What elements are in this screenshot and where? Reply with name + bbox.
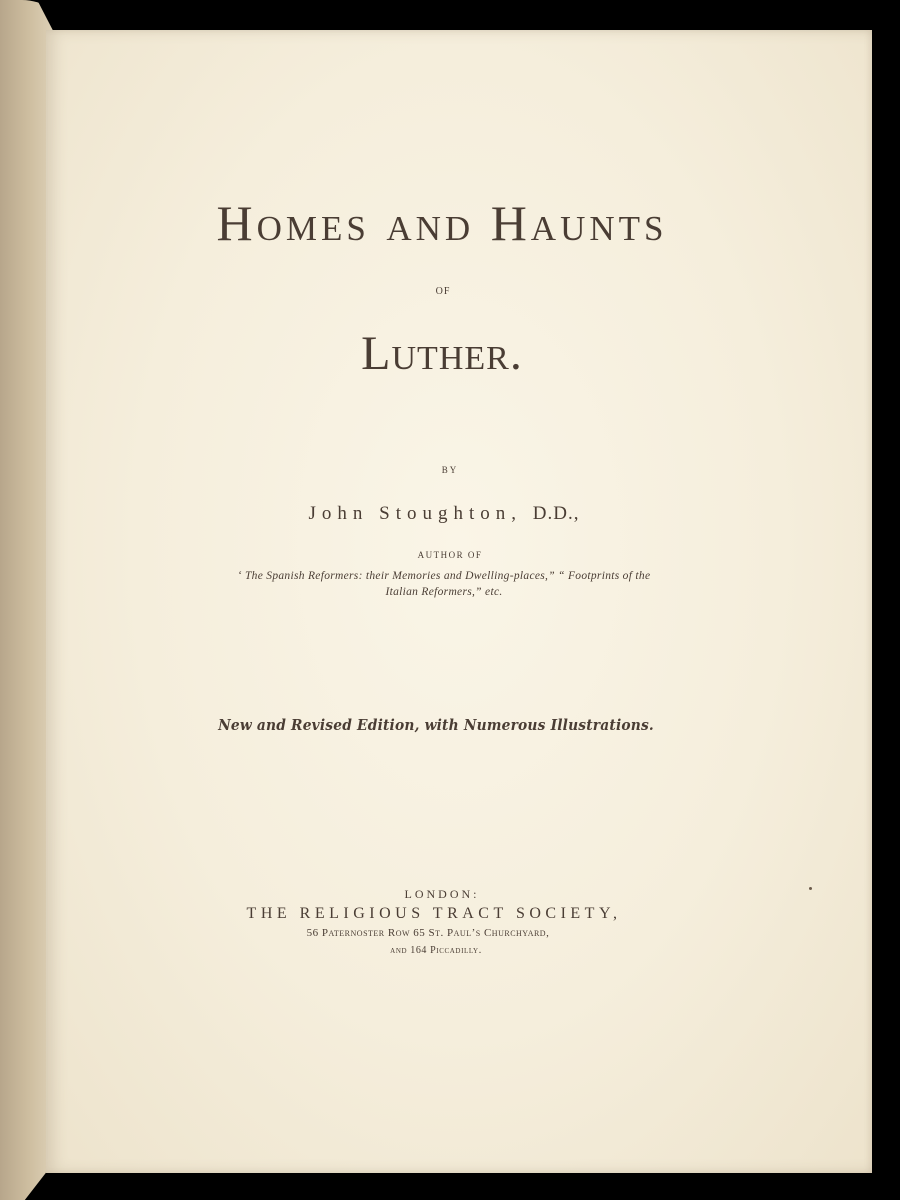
- author-line: [0, 502, 894, 526]
- edition-statement: New and Revised Edition, with Numerous Illustrations.: [218, 716, 654, 734]
- imprint-publisher: THE RELIGIOUS TRACT SOCIETY,: [246, 905, 622, 922]
- by-label: BY: [441, 465, 459, 475]
- title-connector: OF: [435, 286, 451, 297]
- previous-works: [0, 568, 894, 600]
- imprint-address-1: 56 Paternoster Row 65 St. Paul’s Churchyard,: [306, 927, 550, 939]
- author-of-label: AUTHOR OF: [417, 550, 483, 560]
- imprint-city: LONDON:: [404, 887, 480, 901]
- previous-works-line-1: ‘ The Spanish Reformers: their Memories and Dwelling-places,” “ Footprints of the: [237, 570, 651, 582]
- author-degree: D.D.,: [532, 503, 580, 524]
- book-title: Homes and Haunts: [216, 195, 668, 251]
- imprint-address-2: and 164 Piccadilly.: [390, 945, 482, 956]
- previous-works-line-2: Italian Reformers,” etc.: [385, 586, 503, 598]
- book-subject: Luther.: [361, 327, 523, 380]
- author-name: John Stoughton,: [308, 503, 523, 524]
